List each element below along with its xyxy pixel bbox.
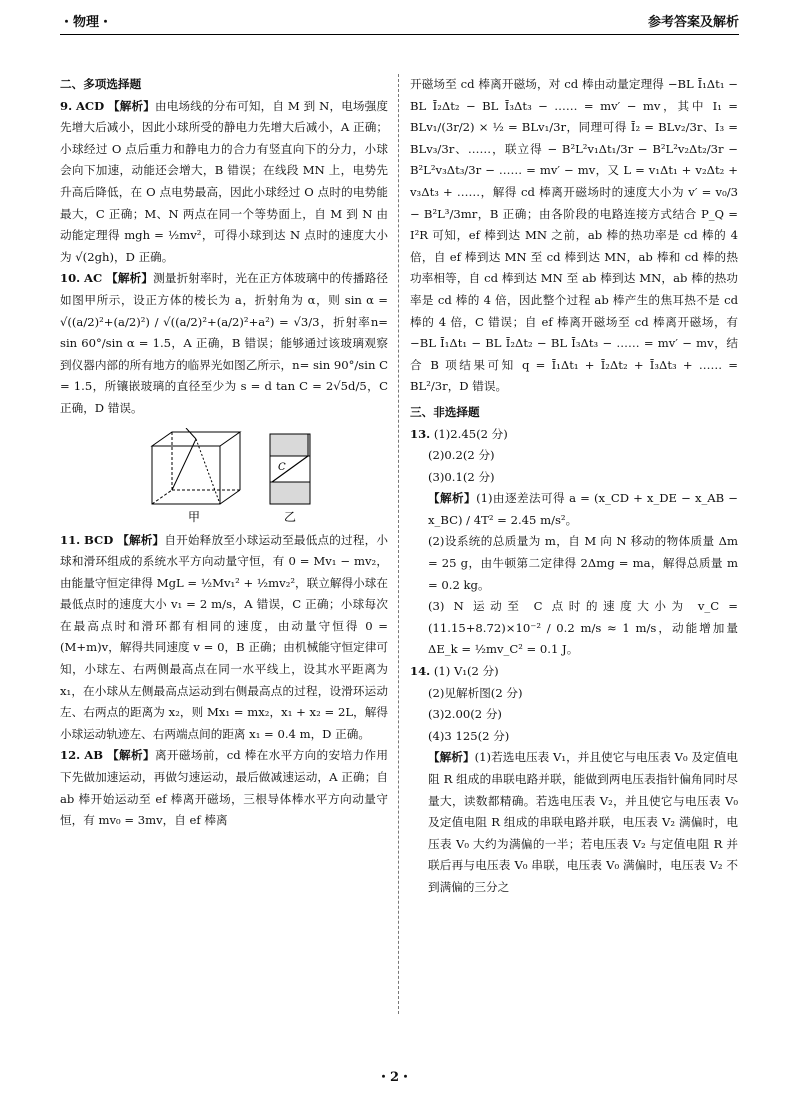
question-12	[60, 745, 388, 831]
q11-text: 自开始释放至小球运动至最低点的过程，小球和滑环组成的系统水平方向动量守恒，有 0 = Mv₁ − mv₂，由能量守恒定律得 MgL = ½Mv₁² + ½mv₂²，联立解得小球在最低点时的速度大小 v₁ = 2 m/s，A 错误，C 正确；小球每次在最高点时和滑环都有相同的速度，由动量守恒得 0 = (M+m)v，解得共同速度 v = 0，B 正确；由机械能守恒定律可知，小球左、右两侧最高点在同一水平线上，设其水平距离为 x₁，在小球从左侧最高点运动到右侧最高点的过程，设滑环运动左、右两点的距离为 x₂，则 Mx₁ = mx₂，x₁ + x₂ = 2L，解得小球运动轨迹左、右两端点间的距离 x₁ = 0.4 m，D 正确。	[60, 532, 388, 741]
q10-figure-svg	[60, 428, 388, 524]
q9-number: 9.	[60, 98, 73, 113]
question-13	[410, 424, 738, 446]
question-12-continued: 开磁场至 cd 棒离开磁场，对 cd 棒由动量定理得 −BL Ī₁Δt₁ − BL Ī₂Δt₂ − BL Ī₃Δt₃ − …… = mv′ − mv，其中 I₁ = BLv₁/(3r/2) × ½ = BLv₁/3r，同理可得 Ī₂ = BLv₂/3r、I₃ = BLv₃/3r、……，联立得 − B²L²v₁Δt₁/3r − B²L²v₂Δt₂/3r − B²L²v₃Δt₃/3r − …… = mv′ − mv，又 L = v₁Δt₁ + v₂Δt₂ + v₃Δt₃ + ……，解得 cd 棒离开磁场时的速度大小为 v′ = v₀/3 − B²L³/3mr，B 正确；由各阶段的电路连接方式结合 P_Q = I²R 可知，ef 棒到达 MN 之前，ab 棒的热功率是 cd 棒的 4 倍，自 ef 棒到达 MN 至 cd 棒到达 MN，ab 棒和 cd 棒的热功率相等，自 cd 棒到达 MN 至 ab 棒到达 MN，ab 棒的热功率是 cd 棒的 4 倍，因此整个过程 ab 棒产生的焦耳热不是 cd 棒的 4 倍，C 错误；自 ef 棒离开磁场至 cd 棒离开磁场，有 −BL Ī₁Δt₁ − BL Ī₂Δt₂ − BL Ī₃Δt₃ − …… = mv′ − mv，结合 B 项结果可知 q = Ī₁Δt₁ + Ī₂Δt₂ + Ī₃Δt₃ + …… = BL²/3r，D 错误。	[410, 77, 738, 394]
q13-analysis	[410, 488, 738, 531]
q12-text: 离开磁场前，cd 棒在水平方向的安培力作用下先做加速运动，再做匀速运动，最后做减速运动，A 正确；自 ab 棒开始运动至 ef 棒离开磁场，三根导体棒水平方向动量守恒，有 mv₀ = 3mv，自 ef 棒离	[60, 748, 388, 828]
q13-tag: 【解析】	[428, 491, 477, 506]
figure-angle-label: C	[278, 461, 286, 473]
window-figure	[270, 434, 310, 504]
q10-text4: 2√5d/5，C 正确，D 错误。	[60, 379, 388, 415]
q13-text2: (2)设系统的总质量为 m，自 M 向 N 移动的物体质量 Δm = 25 g，由牛顿第二定律得 2Δmg = ma，解得总质量 m = 0.2 kg。	[428, 534, 738, 592]
page-header	[60, 8, 739, 30]
q9-text: 由电场线的分布可知，自 M 到 N，电场强度先增大后减小，因此小球所受的静电力先增大后减小，A 正确；小球经过 O 点后重力和静电力的合力有竖直向下的分力，小球会向下加速，动能还会增大，B 错误；在线段 MN 上，电势先升高后降低，在 O 点电势最高，因此小球经过 O 点时的电势能最大，C 正确；M、N 两点在同一个等势面上，自 M 到 N 由动能定理得	[60, 98, 388, 243]
figure-label-a: 甲	[188, 509, 201, 524]
question-9	[60, 96, 388, 269]
q13-item-3: (3)0.1(2 分)	[428, 469, 495, 484]
q14-item-1: (1) V₁(2 分)	[433, 664, 499, 679]
section-title-nonchoice: 三、非选择题	[410, 404, 480, 419]
q9-answer: ACD	[75, 98, 105, 113]
figure-label-b: 乙	[284, 509, 297, 524]
q14-text: (1)若选电压表 V₁，并且使它与电压表 V₀ 及定值电阻 R 组成的串联电路并联，能做到两电压表指针偏角同时尽量大，读数都精确。若选电压表 V₂，并且使它与电压表 V₀ 及定值电阻 R 组成的串联电路并联，电压表 V₂ 满偏时，电压表 V₀ 大约为满偏的一半；若电压表 V₂ 与定值电阻 R 并联后再与电压表 V₀ 串联，电压表 V₀ 满偏时，电压表 V₂ 不到满偏的三分之	[428, 750, 738, 894]
q12-number: 12.	[60, 748, 81, 763]
header-subject: ・物理・	[60, 15, 113, 30]
q13-number: 13.	[410, 426, 431, 441]
q13-item-1: (1)2.45(2 分)	[433, 426, 508, 441]
q10-text2: sin 60°/sin α = 1.5，A 正确，B 错误；能够通过该玻璃观察到仪器内部的所有地方的临界光如图乙所示，n=	[60, 336, 388, 372]
right-column	[410, 74, 738, 899]
q9-formula: mgh = ½mv²，可得小球到达 N 点时的速度大小为	[60, 228, 388, 264]
q11-answer: BCD	[84, 532, 114, 547]
header-title: 参考答案及解析	[647, 15, 739, 30]
q14-number: 14.	[410, 664, 431, 679]
q10-text1: 测量折射率时，光在正方体玻璃中的传播路径如图甲所示，设正方体的棱长为 a，折射角为	[60, 271, 388, 307]
q10-formula: α，则 sin α = √((a/2)²+(a/2)²) / √((a/2)²+(a/2)²+a²) = √3/3，折射率n=	[60, 292, 388, 329]
q10-text3: sin 90°/sin C = 1.5，所镶嵌玻璃的直径至少为 s = d tan C =	[60, 357, 389, 394]
q10-figures	[60, 428, 388, 524]
question-10	[60, 268, 388, 419]
q13-text3: (3) N 运动至 C 点时的速度大小为 v_C = (11.15+8.72)×10⁻² / 0.2 m/s ≈ 1 m/s，动能增加量 ΔE_k = ½mv_C² = 0.1 J。	[428, 599, 738, 657]
q9-tag: 【解析】	[108, 98, 155, 113]
q9-result: √(2gh)，D 正确。	[75, 249, 174, 264]
q14-item-3: (3)2.00(2 分)	[428, 707, 502, 722]
q10-answer: AC	[84, 271, 103, 286]
q13-item-2: (2)0.2(2 分)	[428, 448, 495, 463]
section-title-multi: 二、多项选择题	[60, 77, 142, 91]
q12-tag: 【解析】	[107, 748, 155, 763]
q14-item-4: (4)3 125(2 分)	[428, 728, 510, 743]
question-14	[410, 661, 738, 683]
q14-analysis	[410, 747, 738, 898]
q10-tag: 【解析】	[106, 271, 154, 286]
q12-answer: AB	[84, 748, 104, 763]
header-rule	[60, 34, 739, 35]
q13-text1: (1)由逐差法可得 a = (x_CD + x_DE − x_AB − x_BC) / 4T² = 2.45 m/s²。	[428, 491, 738, 527]
q14-item-2: (2)见解析图(2 分)	[428, 685, 523, 700]
q10-number: 10.	[60, 271, 81, 286]
q11-tag: 【解析】	[117, 532, 165, 547]
q14-tag: 【解析】	[428, 750, 475, 765]
page-number: ・2・	[376, 1070, 413, 1085]
q11-number: 11.	[60, 532, 81, 547]
question-11	[60, 530, 388, 746]
column-divider	[398, 74, 399, 1014]
left-column	[60, 74, 388, 832]
cube-figure	[152, 428, 240, 504]
